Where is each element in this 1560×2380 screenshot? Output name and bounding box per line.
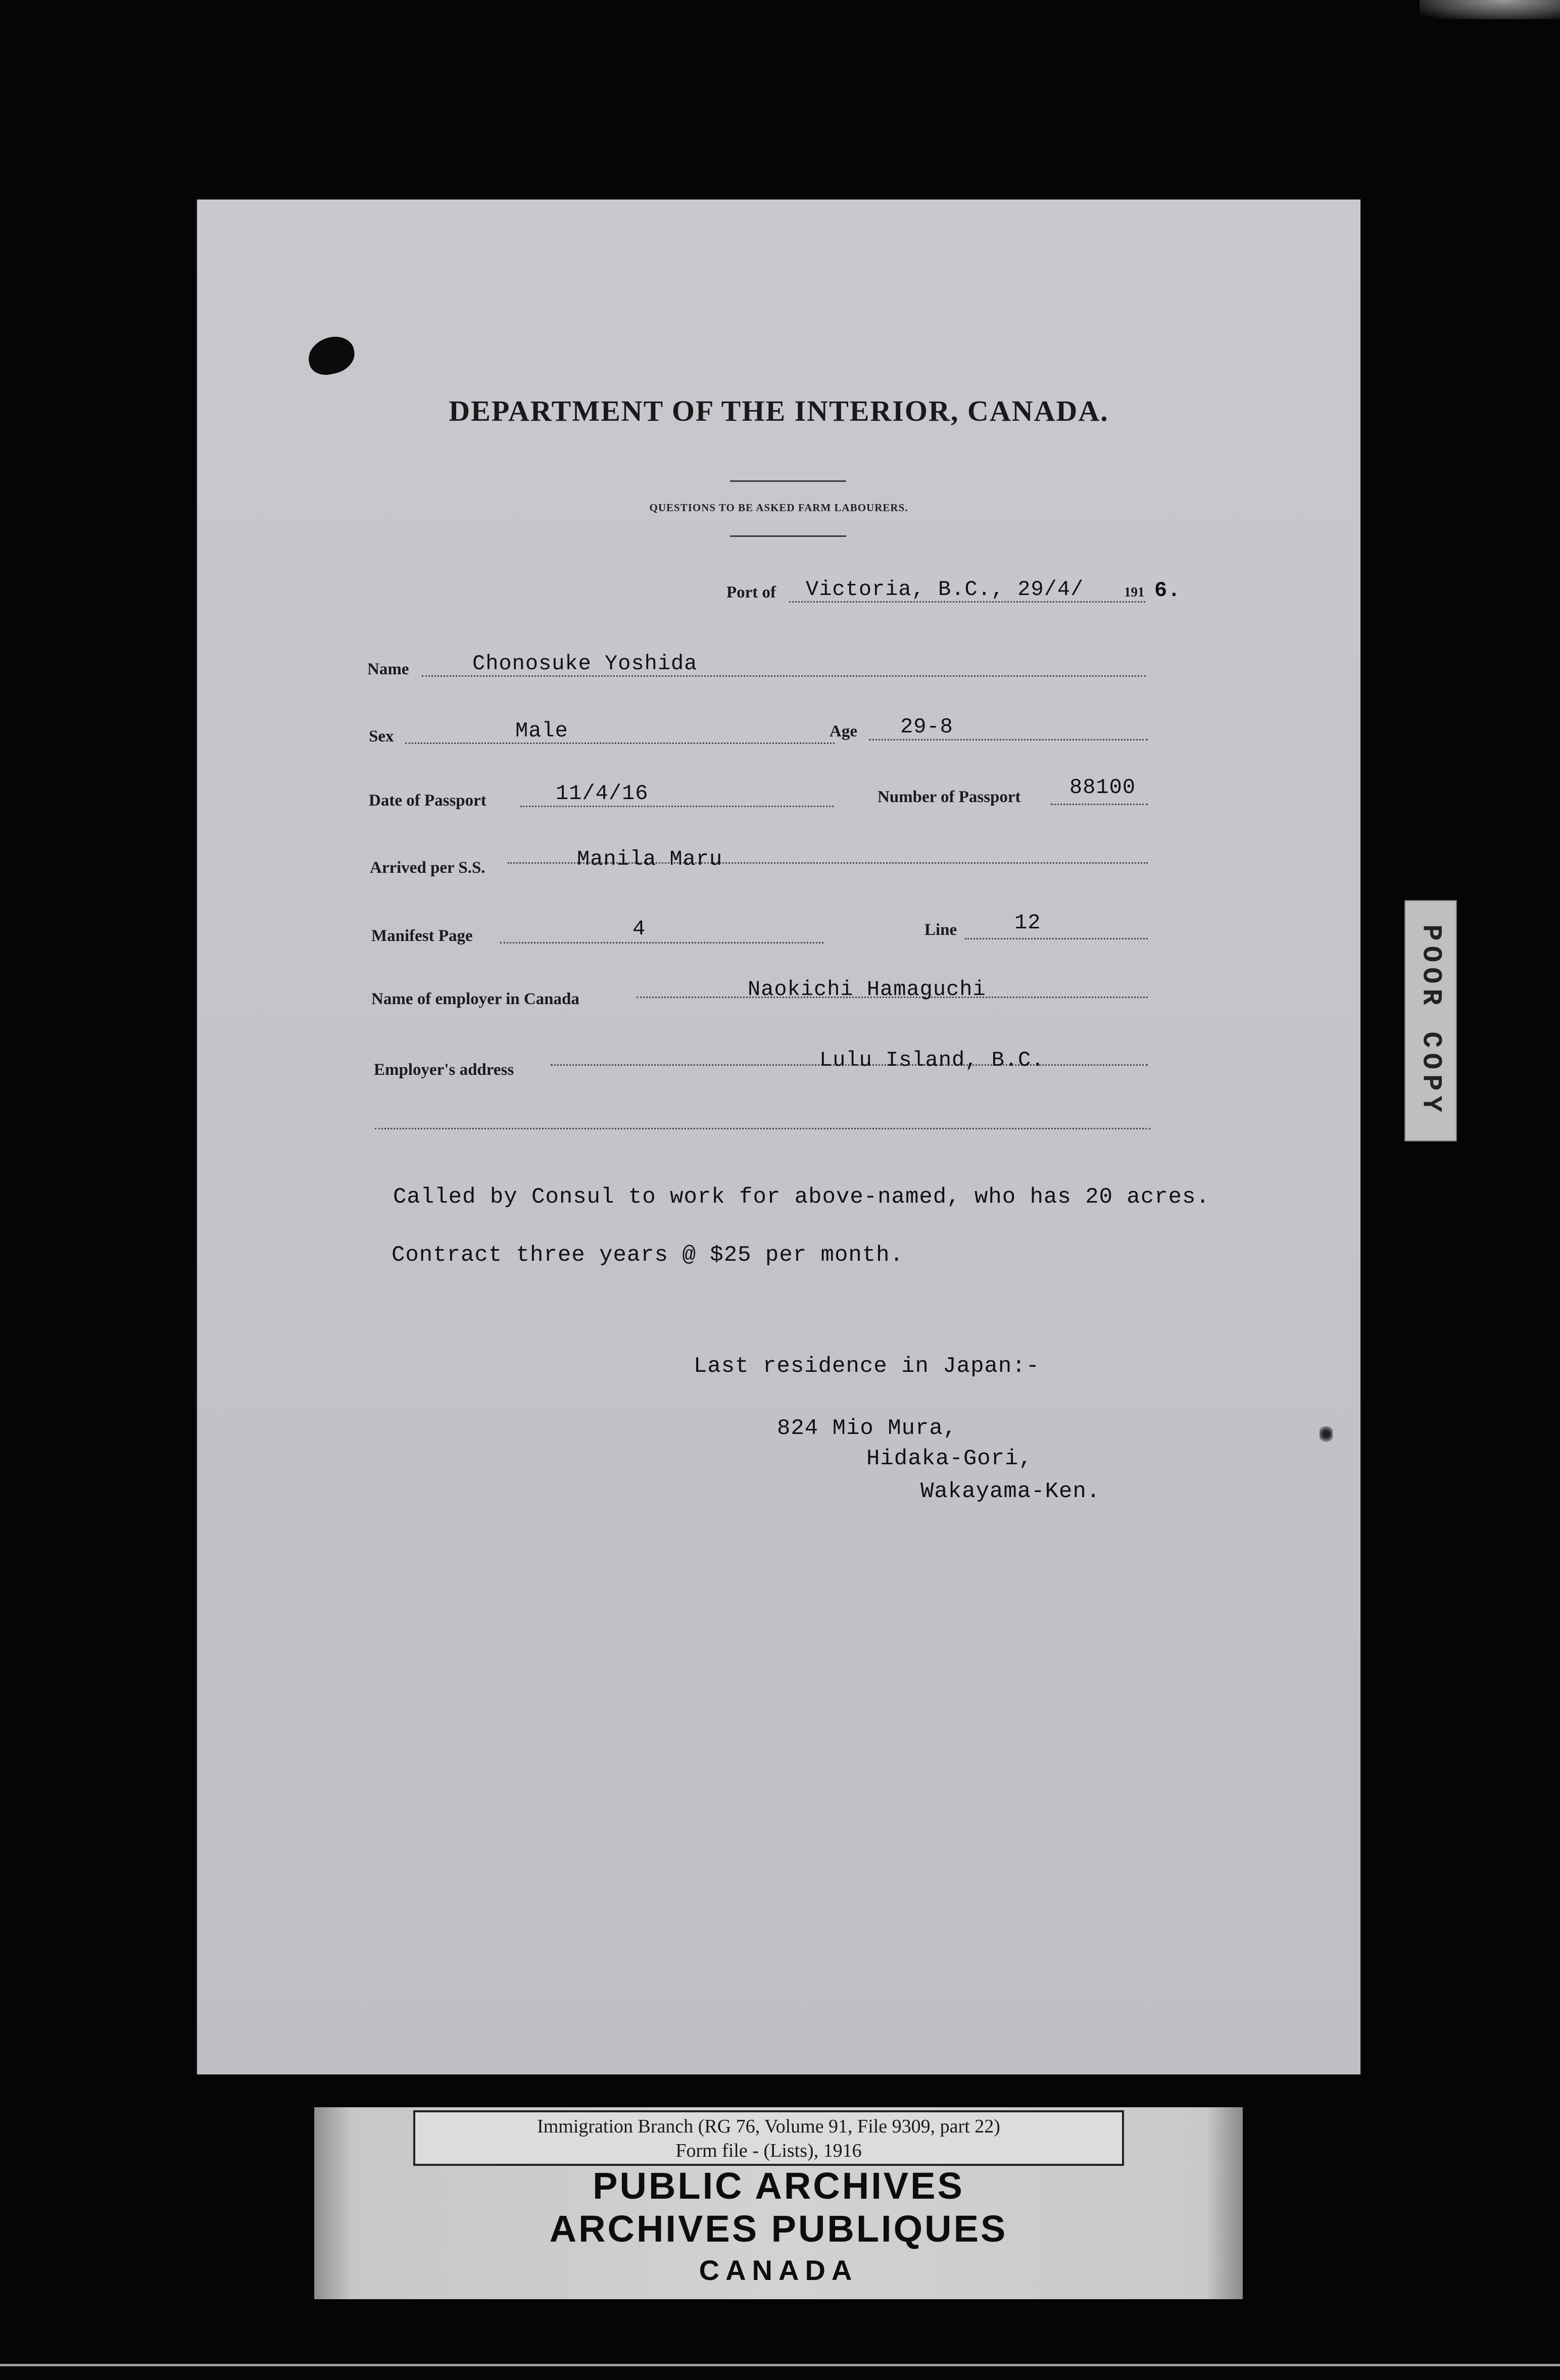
film-edge-speck (1420, 0, 1560, 19)
title-rule-bottom (730, 535, 846, 537)
manifest-page-value: 4 (632, 917, 646, 941)
film-speck (1320, 1425, 1333, 1443)
poor-copy-text: POOR COPY (1415, 924, 1446, 1117)
passport-number-value: 88100 (1069, 775, 1136, 800)
name-value: Chonosuke Yoshida (472, 652, 698, 676)
arrived-per-label: Arrived per S.S. (370, 859, 485, 877)
sex-label: Sex (369, 727, 394, 746)
canada-text: CANADA (699, 2254, 858, 2286)
age-label: Age (830, 722, 857, 740)
employer-address-label: Employer's address (374, 1061, 514, 1079)
archive-reference-line-2: Form file - (Lists), 1916 (675, 2140, 862, 2161)
year-suffix: 6. (1154, 578, 1181, 603)
archives-publiques-text: ARCHIVES PUBLIQUES (549, 2208, 1008, 2250)
note-line-1: Called by Consul to work for above-named, who has 20 acres. (393, 1184, 1210, 1210)
port-label: Port of (726, 583, 776, 602)
form-sheet (197, 200, 1360, 2074)
year-prefix: 191 (1124, 584, 1145, 600)
sex-dotted-line (405, 742, 835, 744)
manifest-page-dotted-line (500, 942, 823, 944)
employer-address-dotted-line-2 (375, 1128, 1150, 1129)
residence-line-2: Hidaka-Gori, (866, 1446, 1033, 1471)
name-label: Name (367, 660, 409, 678)
age-value: 29-8 (900, 715, 953, 739)
port-value: Victoria, B.C., 29/4/ (806, 577, 1084, 602)
employer-address-value: Lulu Island, B.C. (819, 1048, 1045, 1072)
public-archives-text: PUBLIC ARCHIVES (593, 2165, 964, 2207)
archive-reference-line-1: Immigration Branch (RG 76, Volume 91, File 9309, part 22) (537, 2116, 1000, 2137)
passport-date-dotted-line (520, 806, 834, 807)
manifest-page-label: Manifest Page (371, 927, 473, 945)
title-rule-top (730, 480, 846, 482)
film-edge-line (0, 2364, 1560, 2366)
passport-date-label: Date of Passport (369, 791, 486, 810)
employer-name-label: Name of employer in Canada (371, 990, 579, 1008)
archive-reference-box (413, 2110, 1124, 2166)
form-subtitle: QUESTIONS TO BE ASKED FARM LABOURERS. (649, 502, 908, 514)
passport-number-label: Number of Passport (878, 788, 1021, 806)
arrived-per-value: Manila Maru (577, 847, 723, 871)
department-title: DEPARTMENT OF THE INTERIOR, CANADA. (449, 394, 1109, 427)
sex-value: Male (515, 719, 568, 743)
passport-number-dotted-line (1051, 804, 1148, 805)
last-residence-heading: Last residence in Japan:- (694, 1354, 1040, 1379)
residence-line-1: 824 Mio Mura, (777, 1416, 957, 1441)
line-value: 12 (1014, 911, 1041, 935)
passport-date-value: 11/4/16 (556, 781, 649, 806)
residence-line-3: Wakayama-Ken. (920, 1479, 1101, 1504)
age-dotted-line (869, 739, 1148, 740)
line-dotted-line (965, 938, 1148, 939)
line-label: Line (924, 921, 957, 939)
employer-name-value: Naokichi Hamaguchi (748, 977, 986, 1002)
note-line-2: Contract three years @ $25 per month. (392, 1243, 904, 1268)
